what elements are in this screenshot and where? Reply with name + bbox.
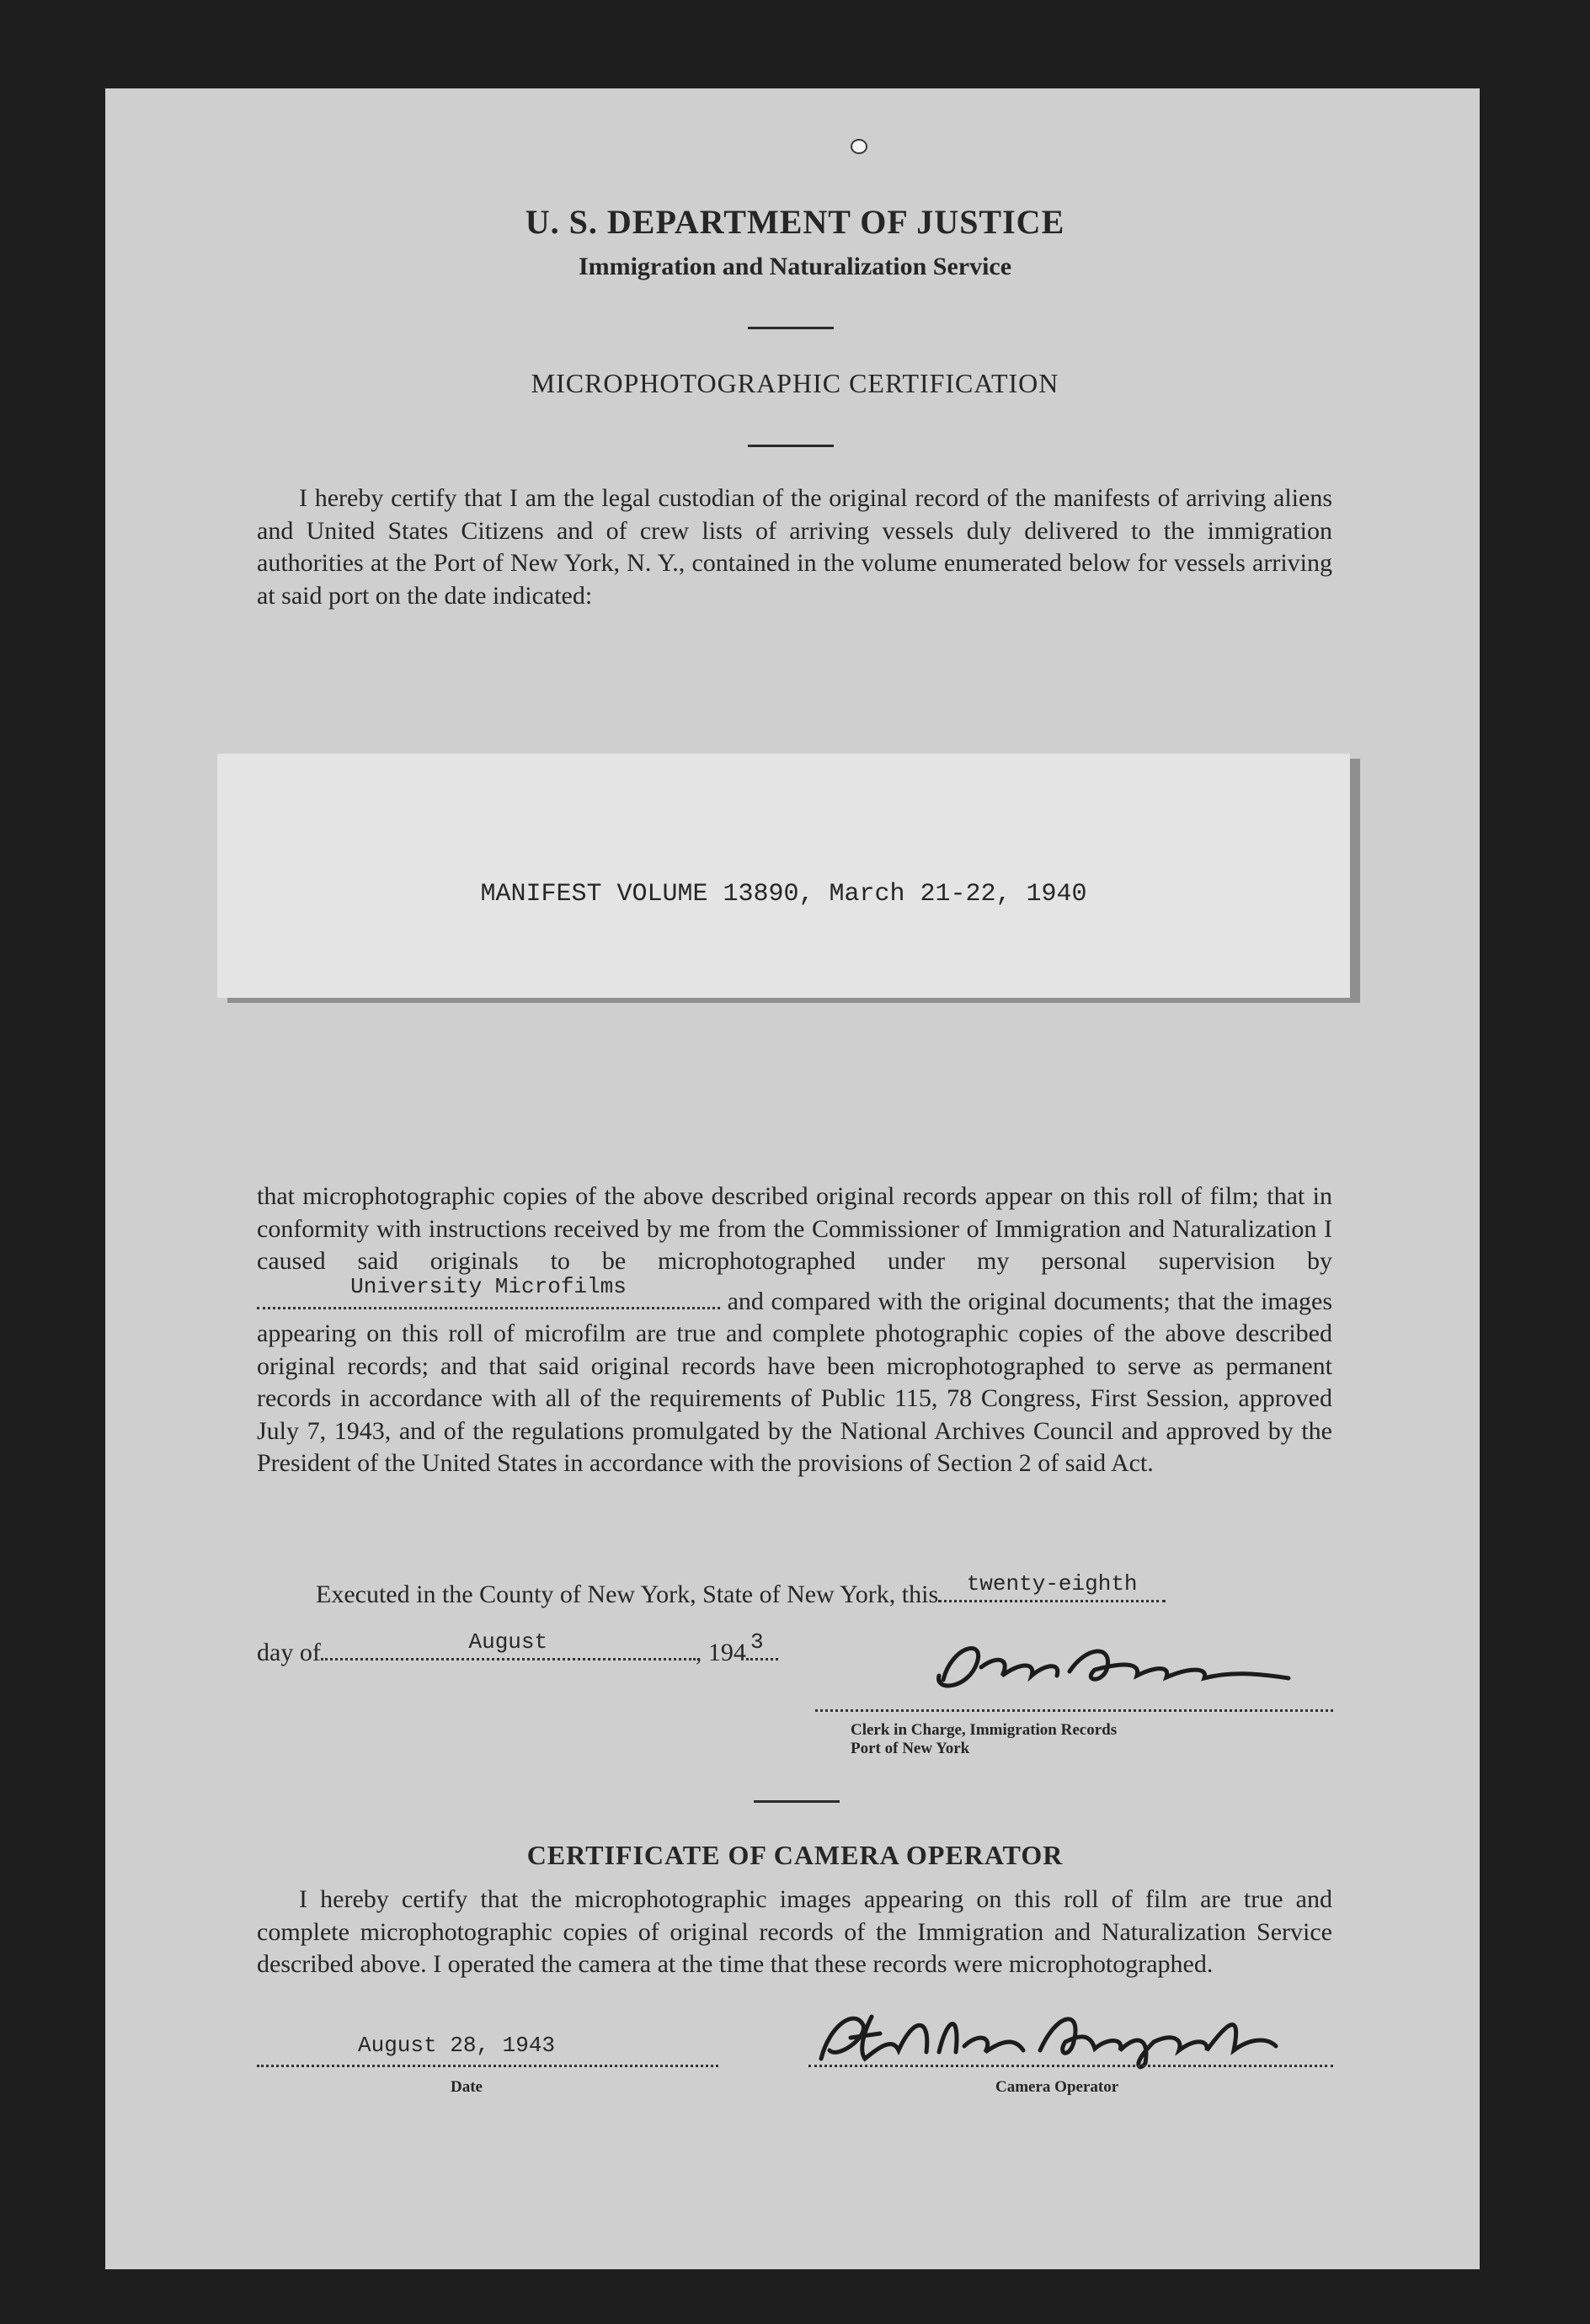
executed-day-field xyxy=(938,1571,1166,1602)
executed-day-value: twenty-eighth xyxy=(966,1571,1138,1596)
date-label: Date xyxy=(451,2078,483,2096)
camera-paragraph: I hereby certify that the microphotographic images appearing on this roll of film are true and complete microphotographic copies of original records of the Immigration and Naturalization Service described above. I operated the camera at the time that these records were microphotographed. xyxy=(257,1885,1332,1978)
year-field xyxy=(746,1629,778,1660)
day-of-line: day of August , 194 3 xyxy=(257,1629,778,1667)
year-digit: 3 xyxy=(750,1629,764,1655)
volume-label-strip xyxy=(217,754,1350,998)
clerk-title: Clerk in Charge, Immigration Records Port of New York xyxy=(851,1721,1118,1757)
microfilmer-value: University Microfilms xyxy=(350,1274,627,1299)
certification-title: MICROPHOTOGRAPHIC CERTIFICATION xyxy=(531,368,1059,398)
month-field xyxy=(321,1629,696,1660)
month-value: August xyxy=(468,1629,548,1655)
clerk-signature xyxy=(918,1629,1314,1705)
department-title: U. S. DEPARTMENT OF JUSTICE xyxy=(525,203,1065,241)
volume-label: MANIFEST VOLUME 13890, March 21-22, 1940 xyxy=(480,880,1087,909)
copies-paragraph: that microphotographic copies of the above described original records appear on this roll of film; that in conformity with instructions received by me from the Commissioner of Immigration and Naturalization I caused said originals to be microphotographed under my personal supervision by University Microfilms and compared with the original documents; that the images appearing on this roll of microfilm are true and complete photographic copies of the above described original records; and that said original records have been microphotographed to serve as permanent records in accordance with all of the requirements of Public 115, 78 Congress, First Session, approved July 7, 1943, and of the regulations promulgated by the National Archives Council and approved by the President of the United States in accordance with the provisions of Section 2 of said Act. xyxy=(257,1182,1332,1477)
date-line xyxy=(257,2065,718,2067)
camera-operator-signature-line xyxy=(808,2065,1333,2067)
divider-rule xyxy=(748,445,834,447)
service-subtitle: Immigration and Naturalization Service xyxy=(578,253,1012,280)
divider-rule xyxy=(748,327,834,329)
microfilmer-field xyxy=(257,1274,720,1309)
camera-operator-title: CERTIFICATE OF CAMERA OPERATOR xyxy=(526,1840,1064,1870)
divider-rule xyxy=(754,1800,840,1803)
executed-line: Executed in the County of New York, State of New York, this twenty-eighth xyxy=(316,1571,1166,1609)
clerk-signature-line xyxy=(815,1709,1333,1712)
custodian-paragraph: I hereby certify that I am the legal custodian of the original record of the manifests of arriving aliens and United States Citizens and of crew lists of arriving vessels duly delivered to the immigration authorities at the Port of New York, N. Y., contained in the volume enumerated below for vessels arriving at said port on the date indicated: xyxy=(257,484,1332,610)
camera-operator-label: Camera Operator xyxy=(995,2078,1119,2096)
punch-hole xyxy=(851,139,867,154)
date-value: August 28, 1943 xyxy=(358,2033,556,2058)
